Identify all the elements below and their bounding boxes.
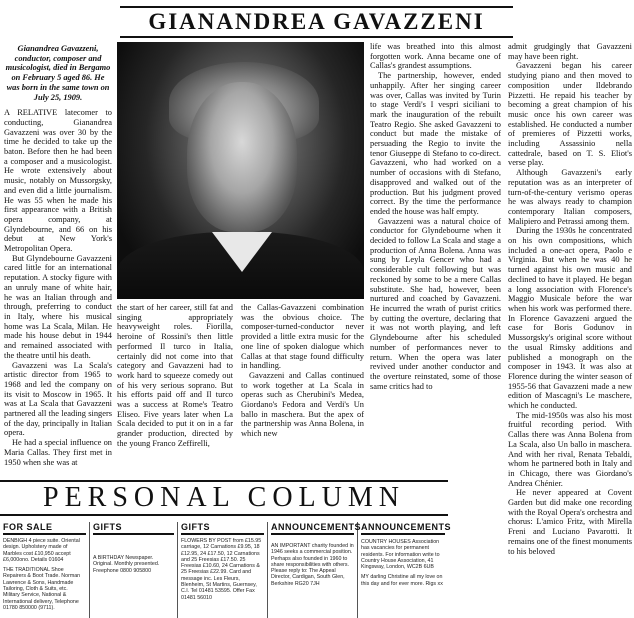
paragraph: A RELATIVE latecomer to conducting, Gianandrea Gavazzeni was over 30 by the time he decided to take up the baton. Before then he had been a composer and a musicologist. He wrote extensively about music, notably on Mussorgsky, and even did a little journalism. He was 55 when he made his first appearance with a British opera company, at Glyndebourne, and 66 on his debut at New York's Metropolitan Opera. <box>4 108 112 254</box>
section-gifts-1 <box>90 522 178 618</box>
paragraph: The partnership, however, ended unhappily. After her singing career was over, Callas was invited by Turin to stage Verdi's I vespri siciliani to mark the inauguration of the rebuilt Teatro Regio. She asked Gavazzeni to conduct but made the mistake of persuading the Regio to invite the tenor Giuseppe di Stefano to co-direct. Gavazzeni, who had worked on a number of occasions with di Stefano, disapproved and walked out of the production. But his judgment proved correct. By the time the performance ended the house was half empty. <box>370 71 501 216</box>
classified-ad: THE TRADITIONAL Shoe Repairers & Boot Trade. Norman Lawrence & Sons, Handmade Tailoring, Cloth & Suits, etc. Military Service, National & International delivery, Telephone 01780 850000 (9711). <box>3 567 81 611</box>
paragraph: Although Gavazzeni's early reputation was as an interpreter of turn-of-the-century verismo operas he was always ready to champion contemporary Italian composers, Malipiero and Petrassi among them. <box>508 168 632 226</box>
column-2 <box>117 303 233 449</box>
section-for-sale <box>0 522 90 618</box>
classified-ad: DENBIGH 4 piece suite. Oriental design. Upholstery made of Marbles cost £10,950 accept £6,000ono. Details 01604 <box>3 538 80 563</box>
section-heading: GIFTS <box>93 522 174 535</box>
classified-ad: MY darling Christine all my love on this day and for ever more. Rigs xx <box>361 574 443 587</box>
personal-column-title: PERSONAL COLUMN <box>0 480 448 516</box>
section-announcements-1 <box>268 522 362 618</box>
paragraph: Gavazzeni began his career studying piano and then moved to composition under Ildebrando Pizzetti. He repaid his teacher by becoming a great champion of his music once his own career was established. He conducted a number of premieres of Pizzetti works, including Assassinio nella cattedrale, based on T. S. Eliot's verse play. <box>508 61 632 168</box>
section-announcements-2 <box>358 522 452 618</box>
section-heading: ANNOUNCEMENTS <box>271 522 354 535</box>
obituary-headline: GIANANDREA GAVAZZENI <box>120 6 513 38</box>
paragraph: Gavazzeni was a natural choice of conductor for Glyndebourne when it decided to follow La Scala and stage a production of Anna Bolena. Anna was sung by Leyla Gencer who had a considerable cult following but was reckoned by some to be a mere Callas substitute. She had, however, been nurtured and coached by Gavazzeni. He incurred the wrath of purist critics by cutting the overture, declaring that it was not worth playing, and left Glyndebourne after his scheduled number of performances never to return. When the opera was later revived under another conductor and the overture reinstated, some of those same critics had to <box>370 216 501 391</box>
paragraph: During the 1930s he concentrated on his own compositions, which included a one-act opera, Paolo e Virginia. But when he was 40 he turned against his own music and declined to have it played. He began a long association with Florence's Maggio Musicale before the war when his work was performed there. In Florence Gavazzeni argued the case for Boris Godunov in Mussorgsky's original score without the usual Rimsky additions and published a monograph on the composer in 1943. It was also at Florence during the winter season of 1955-56 that Gavazzeni made a new edition of Mascagni's Le maschere, which he conducted. <box>508 226 632 411</box>
portrait-photo <box>117 42 364 299</box>
classified-ad: AN IMPORTANT charity founded in 1946 seeks a commercial position. Perhaps also founded in 1960 to share responsibilities with others. Please reply to: The Appeal Director, Cardigan, South Glen, Berkshire RG20 7JH <box>271 543 354 587</box>
paragraph: life was breathed into this almost forgotten work. Anna became one of Callas's grandest assumptions. <box>370 42 501 71</box>
paragraph: Gavazzeni was La Scala's artistic director from 1965 to 1968 and led the company on its visit to Moscow in 1965. It was at La Scala that Gavazzeni partnered all the leading singers of the day, principally in Italian opera. <box>4 360 112 438</box>
face-shape <box>187 82 297 232</box>
paragraph: He had a special influence on Maria Callas. They first met in 1950 when she was at <box>4 438 112 467</box>
section-gifts-2 <box>178 522 268 618</box>
paragraph: the Callas-Gavazzeni combination was the obvious choice. The composer-turned-conductor never provided a little extra music for the one line of spoken dialogue which Callas at that stage found difficulty in handling. <box>241 303 364 371</box>
classified-ad: COUNTRY HOUSES Association has vacancies for permanent residents. For information write to Country House Association, 41 Kingsway, London, WC2B 6UB <box>361 539 440 571</box>
classified-ad: FLOWERS BY POST from £15.95 carriage, 12 Carnations £9.95, 18 £12.95, 24 £17.50, 12 Carnations and 25 Freesias £17.50. 25 Freesias £10.60, 24 Carnations & 25 Freesias £22.99. Card and message inc. Les Fleurs, Blenheim, St Martins, Guernsey, C.I. Tel 01481 53595. Offer Fax 01481 56010 <box>181 538 262 601</box>
paragraph: He never appeared at Covent Garden but did make one recording with the Royal Opera's orchestra and chorus: L'amico Fritz, with Mirella Freni and Luciano Pavarotti. It remains one of the finest monuments to his beloved <box>508 488 632 556</box>
column-4 <box>370 42 501 391</box>
section-heading: ANNOUNCEMENTS <box>361 522 445 535</box>
section-heading: FOR SALE <box>3 522 86 535</box>
classified-ad: A BIRTHDAY Newspaper. Original. Monthly presented. Freephone 0800 905800 <box>93 555 160 574</box>
paragraph: But Glyndebourne Gavazzeni cared little for an international reputation. A stocky figure with an unruly mane of white hair, he was an Italian through and through, preferring to conduct in Italy, where his musical home was La Scala, Milan. He made his house debut in 1944 and remained associated with the theatre until his death. <box>4 253 112 360</box>
paragraph: Gavazzeni and Callas continued to work together at La Scala in operas such as Cherubini's Medea, Giordano's Fedora and Verdi's Un ballo in maschera. But the apex of the partnership was Anna Bolena, in which new <box>241 370 364 439</box>
column-3 <box>241 303 364 439</box>
paragraph: the start of her career, still fat and singing appropriately heavyweight roles. Fiorilla, heroine of Rossini's then little performed Il turco in Italia, certainly did not come into that category and Gavazzeni had to work hard to squeeze comedy out of his very serious soprano. But his efforts paid off and Il turco was a success at Rome's Teatro Eliseo. Five years later when La Scala decided to put it on in a far grander production, directed by the young Franco Zeffirelli, <box>117 303 233 448</box>
column-1 <box>4 44 112 467</box>
paragraph: The mid-1950s was also his most fruitful recording period. With Callas there was Anna Bolena from La Scala, also Un ballo in maschera. And with her rival, Renata Tebaldi, whom he partnered both in Italy and in Chicago, there was Giordano's Andrea Chénier. <box>508 410 632 488</box>
personal-column <box>0 480 452 618</box>
personal-column-sections <box>0 522 452 618</box>
column-5 <box>508 42 632 556</box>
obituary-caption: Gianandrea Gavazzeni, conductor, composer and musicologist, died in Bergamo on February 5 aged 86. He was born in the same town on July 25, 1909. <box>5 44 111 102</box>
paragraph: admit grudgingly that Gavazzeni may have been right. <box>508 42 632 61</box>
section-heading: GIFTS <box>181 522 264 535</box>
